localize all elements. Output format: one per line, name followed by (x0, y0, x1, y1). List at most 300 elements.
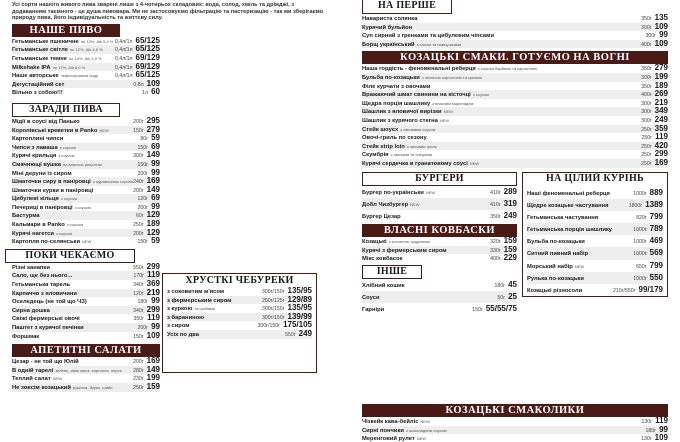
item-name: Бастурма (12, 213, 40, 220)
beer-item (12, 88, 160, 97)
grill-item (362, 133, 668, 142)
item-desc: з власним маринадом (432, 100, 474, 106)
item-price: 799 (649, 211, 663, 221)
item-desc: з соусом (55, 230, 73, 236)
item-price: 69 (151, 194, 160, 203)
item-price: 249 (298, 329, 312, 338)
item-desc: та грибами (194, 306, 215, 312)
item-price: 550 (649, 272, 663, 282)
item-weight: 350г (641, 16, 652, 22)
item-weight: 820г (636, 214, 647, 221)
item-price: 295 (146, 116, 160, 125)
item-weight: 350г (490, 213, 501, 220)
item-name: Чізкейк кава-бейліс (362, 419, 419, 425)
other-item (362, 279, 517, 291)
item-price: 69 (151, 142, 160, 151)
item-desc: NEW (443, 109, 453, 115)
kurin-item (527, 247, 663, 259)
item-price: 139/99 (287, 312, 312, 321)
item-name: Рулька по-козацьки (527, 275, 584, 282)
item-name: Гетьманська тарель (12, 282, 71, 289)
item-price: 169 (146, 177, 160, 186)
item-price: 119 (655, 417, 668, 425)
item-price: 109 (654, 434, 668, 442)
item-price: 119 (655, 133, 668, 142)
item-name: Картоплині чипси (12, 136, 64, 143)
item-weight: 1000г (633, 251, 647, 258)
item-name: Бульба по-козацьки (362, 74, 420, 81)
wait-item (12, 332, 160, 341)
item-name: Соуси (362, 295, 380, 302)
item-name: Чипси з лаваша (12, 144, 58, 151)
item-price: 129 (146, 228, 160, 237)
item-desc: по 12%, Alk 4,8 % (70, 47, 103, 53)
burgers-title: БУРГЕРИ (362, 172, 517, 186)
grill-item (362, 150, 668, 159)
item-price: 169 (654, 158, 668, 167)
item-weight: 550г (285, 331, 296, 338)
kurin-item (527, 223, 663, 235)
item-name: Гетьманська порція шашлику (527, 227, 613, 234)
item-price: 109 (146, 79, 160, 88)
item-weight: 300г/150г (257, 323, 281, 330)
item-weight: 250г (641, 126, 652, 133)
snacks-item (12, 160, 160, 169)
item-weight: 120г (137, 196, 149, 203)
item-desc: з салом та пампушками (416, 41, 461, 47)
item-name: Королівські креветки в Panko (12, 127, 98, 134)
item-price: 299 (654, 150, 668, 159)
kurin-item (527, 211, 663, 223)
item-desc: з журавлиним соусом (92, 179, 133, 185)
item-weight: 0,4л/1л (114, 64, 133, 71)
item-name: Смачнющі вушка (12, 161, 62, 168)
item-price: 59 (151, 134, 160, 143)
item-weight: 0,4л/1л (114, 38, 133, 45)
wait-item (12, 297, 160, 306)
sweets-item (362, 434, 668, 442)
item-price: 99/179 (638, 285, 663, 294)
item-desc: з овочевим соусом (400, 126, 436, 132)
sausages-item (362, 237, 517, 246)
item-desc: з соусом (66, 222, 83, 228)
item-desc: NEW (469, 160, 480, 166)
beer-item (12, 54, 160, 63)
item-weight: 200г (133, 230, 144, 237)
item-price: 65/125 (135, 71, 160, 80)
item-desc: NEW (99, 127, 109, 133)
item-price: 109 (654, 22, 668, 31)
burgers-col (362, 168, 517, 316)
item-name: Цезар - не той що Юлій (12, 359, 79, 366)
item-price: 249 (654, 115, 668, 124)
item-weight: 250г (641, 152, 652, 159)
beer-item (12, 37, 160, 46)
item-name: Кальмари в Panko (12, 222, 65, 229)
item-price: 59 (151, 237, 160, 246)
item-price: 269 (654, 90, 668, 99)
grill-item (362, 90, 668, 99)
snacks-item (12, 151, 160, 160)
sausages-title: ВЛАСНІ КОВБАСКИ (362, 224, 517, 237)
beer-title: НАШЕ ПИВО (12, 24, 120, 37)
item-weight: 400г (641, 41, 652, 48)
item-weight: 300г/150г (261, 314, 285, 321)
item-name: Мідії в соусі від Панько (12, 118, 80, 125)
kurin-item (527, 260, 663, 272)
item-name: Печериці в паніровці (12, 204, 73, 211)
first-item (362, 23, 668, 32)
item-weight: 200г (137, 170, 149, 177)
item-weight: 320г (490, 239, 501, 246)
item-weight: 130г (641, 419, 653, 425)
item-name: Бургер Цезар (362, 213, 401, 220)
item-weight: 240г (133, 179, 144, 186)
snacks-item (12, 211, 160, 220)
item-weight: 410г (490, 189, 501, 196)
cheb-title: ХРУСТКІ ЧЕБУРЕКИ (163, 274, 316, 287)
item-name: Сирні пончики (362, 427, 404, 434)
snacks-item (12, 177, 160, 186)
item-price: 249 (503, 210, 517, 220)
item-name: Не зовсім козацький (12, 384, 71, 391)
item-weight: 300г (641, 109, 652, 116)
sausages-list (362, 237, 517, 263)
item-weight: 250г (641, 135, 653, 142)
beer-item (12, 45, 160, 54)
item-weight: 210г/550г (612, 288, 636, 294)
item-price: 60 (151, 88, 160, 97)
item-desc: з соусом (60, 196, 77, 202)
item-weight: 150г (137, 239, 149, 246)
item-name: з куркою (167, 306, 193, 313)
item-weight: 280г (133, 367, 144, 374)
grill-item (362, 99, 668, 108)
item-weight: 1800г (628, 202, 643, 209)
cheb-item (167, 321, 312, 330)
item-price: 159 (503, 237, 517, 246)
wait-item (12, 271, 160, 280)
beer-list (0, 37, 160, 97)
other-title: ІНШЕ (362, 265, 422, 279)
right-column (350, 0, 668, 442)
item-price: 789 (649, 224, 663, 234)
kurin-item (527, 272, 663, 284)
wait-item (12, 263, 160, 272)
item-weight: 60г (135, 213, 144, 220)
item-weight: 250г (133, 384, 144, 391)
item-name: Козацькі (362, 239, 387, 246)
item-name: Стейк strip loin (362, 143, 405, 150)
item-weight: 1000г (633, 275, 647, 282)
snacks-item (12, 220, 160, 229)
item-name: Паштет з курячої печінки (12, 325, 84, 331)
snacks-list (0, 117, 160, 246)
item-weight: 150г (137, 161, 149, 168)
item-name: з фермерським сиром (167, 297, 232, 304)
item-weight: 230г (133, 376, 144, 383)
item-name: Міні деруни із сиром (12, 170, 72, 177)
burgers-item (362, 186, 517, 198)
item-price: 99 (151, 297, 160, 306)
item-weight: 330г (490, 247, 501, 254)
kurin-item (527, 235, 663, 247)
item-desc: NEW (439, 117, 450, 123)
item-price: 199 (146, 374, 160, 383)
wait-item (12, 289, 160, 298)
item-name: Свіжі фермерські овочі (12, 316, 80, 323)
item-name: Курячі крильця (12, 153, 57, 160)
item-name: Морський набір (527, 263, 573, 270)
item-price: 889 (649, 187, 663, 197)
item-name: з сиром (167, 323, 190, 330)
item-name: Наші феноменальні реберця (527, 190, 610, 197)
kurin-item (527, 187, 663, 199)
salads-item (12, 366, 160, 375)
item-name: Добл Чизбургер (362, 201, 409, 208)
item-weight: 300г/150г (261, 289, 285, 295)
snacks-item (12, 169, 160, 178)
cheb-item (167, 296, 312, 305)
grill-list (350, 64, 668, 167)
item-name: Вражаючий шмат свинини на кісточці (362, 92, 471, 99)
item-price: 319 (503, 198, 517, 208)
item-name: Ситний пивний набір (527, 251, 589, 258)
item-name: В одній тарелі (12, 367, 54, 374)
item-name: Філе курчати з овочами (362, 83, 431, 90)
wait-item (12, 306, 160, 315)
item-weight: 1000г (633, 190, 647, 197)
salads-item (12, 374, 160, 383)
item-weight: 200г (133, 359, 144, 366)
item-price: 99 (659, 31, 668, 40)
item-price: 99 (151, 323, 160, 331)
item-price: 119 (147, 314, 160, 323)
first-item (362, 14, 668, 23)
item-name: Бургер по-українськи (362, 189, 424, 196)
item-weight: 350г (641, 83, 652, 90)
grill-item (362, 116, 668, 125)
item-name: Сирна дошка (12, 307, 50, 314)
item-desc: руккола, буряк, гриби (72, 384, 113, 390)
item-name: з баранинoю (167, 314, 205, 321)
burgers-list (362, 186, 517, 223)
cheb-list (163, 287, 316, 339)
item-name: Усіх по два (167, 331, 199, 338)
item-price: 175/105 (283, 321, 312, 330)
sweets-title: КОЗАЦЬКІ СМАКОЛИКИ (362, 404, 668, 417)
item-weight: 350г (133, 316, 145, 323)
item-price: 169 (146, 357, 160, 366)
item-price: 199 (654, 72, 668, 81)
item-weight: 300г (641, 74, 652, 81)
snacks-title: ЗАРАДИ ПИВА (12, 103, 120, 117)
item-price: 99 (151, 159, 160, 168)
item-weight: 170г (133, 273, 145, 280)
item-price: 99 (151, 168, 160, 177)
grill-item (362, 73, 668, 82)
item-name: Наше авторське (12, 73, 59, 80)
item-weight: 340г (133, 307, 144, 314)
item-price: 65/125 (135, 36, 160, 45)
item-price: 420 (654, 141, 668, 150)
item-name: Оселедець (не той що ЧЗ) (12, 299, 87, 306)
item-weight: 300г (641, 100, 652, 107)
item-name: Шматочки курки в паніровці (12, 187, 94, 194)
beer-item (12, 80, 160, 89)
item-name: Шашлик з яловичої вирізки (362, 109, 442, 116)
item-weight: 200г (133, 118, 144, 125)
item-weight: 0,8л (133, 81, 144, 88)
item-price: 159 (146, 382, 160, 391)
item-price: 149 (146, 365, 160, 374)
snacks-item (12, 194, 160, 203)
item-desc: NEW (420, 419, 430, 424)
item-weight: 150г (133, 127, 144, 134)
item-weight: 400г (641, 92, 652, 99)
grill-item (362, 82, 668, 91)
item-name: Шашлик з курячого стегна (362, 117, 438, 124)
item-weight: 180г (645, 427, 657, 434)
first-list (350, 14, 668, 48)
snacks-item (12, 203, 160, 212)
item-name: Борщ український (362, 41, 415, 48)
item-name: Наша гордість - феноменальні реберця (362, 66, 476, 73)
item-price: 279 (146, 125, 160, 134)
burgers-item (362, 210, 517, 222)
wait-item (12, 323, 160, 332)
item-desc: NEW (82, 239, 92, 245)
item-name: Форшмак (12, 333, 40, 340)
first-title: НА ПЕРШЕ (362, 0, 452, 14)
item-price: 135/95 (287, 287, 312, 295)
item-desc: NEW (52, 376, 63, 382)
item-weight: 1л (142, 90, 149, 97)
item-price: 149 (146, 185, 160, 194)
item-price: 25 (508, 292, 517, 302)
item-name: Курячі сердечка в гранатовому соусі (362, 160, 468, 167)
item-price: 99 (151, 202, 160, 211)
item-price: 45 (508, 279, 517, 289)
item-desc: нефільтрована сидр (60, 73, 99, 79)
first-item (362, 40, 668, 49)
kurin-item (527, 284, 663, 296)
sweets-item (362, 417, 668, 426)
item-weight: 550г (133, 264, 144, 271)
item-price: 219 (146, 288, 160, 297)
item-weight: 300г (641, 24, 652, 31)
item-name: Бульба по-козацьки (527, 239, 585, 246)
wait-list (0, 263, 160, 340)
item-price: 135/95 (287, 304, 312, 313)
item-weight: 200г (133, 187, 144, 194)
item-name: Козацькі різносоли (527, 288, 583, 294)
snacks-item (12, 186, 160, 195)
item-desc: з соусом барбекю та картоплею (477, 66, 538, 72)
sweets-item (362, 426, 668, 435)
item-weight: 150г (137, 144, 149, 151)
item-weight: 300г (645, 33, 657, 40)
snacks-item (12, 237, 160, 246)
item-price: 55/55/75 (485, 304, 517, 314)
item-weight: 80г (140, 136, 149, 143)
item-price: 1389 (645, 199, 663, 209)
item-price: 369 (146, 280, 160, 289)
salads-title: АПЕТИТНІ САЛАТИ (12, 344, 160, 357)
item-weight: 250г (641, 143, 652, 150)
item-name: Шматочки сиру в паніровці (12, 179, 91, 186)
item-weight: 400г (490, 256, 501, 263)
item-name: Мікс ковбасок (362, 256, 403, 263)
item-weight: 130г (641, 436, 652, 442)
cheb-item (167, 304, 312, 313)
item-desc: з соусом (58, 153, 75, 159)
item-weight: 300г (641, 117, 652, 124)
item-price: 69/129 (135, 62, 160, 71)
kurin-title: НА ЦІЛИЙ КУРІНЬ (523, 173, 667, 187)
item-price: 119 (147, 271, 160, 280)
item-name: Хлібний кошик (362, 282, 405, 289)
item-weight: 0,4л/1л (114, 73, 133, 80)
item-desc: з шоколадним соусом (405, 427, 447, 433)
item-desc: з соусом (74, 204, 91, 210)
sausages-item (362, 254, 517, 263)
item-weight: 340г (133, 282, 144, 289)
item-price: 99 (659, 425, 668, 434)
item-name: Сало, ще без нього... (12, 273, 73, 280)
item-weight: 0,4л/1л (114, 55, 133, 62)
grill-item (362, 64, 668, 73)
item-weight: 0,4л/1л (114, 47, 133, 54)
item-weight: 200г (137, 204, 149, 211)
item-price: 189 (146, 220, 160, 229)
item-weight: 150г (133, 333, 144, 340)
item-price: 299 (146, 305, 160, 314)
item-desc: з печеною картоплею та кремом (421, 74, 482, 80)
sausages-item (362, 246, 517, 255)
item-name: Щедре козацьке частування (527, 202, 609, 209)
item-price: 799 (649, 260, 663, 270)
item-name: Курячі з фермерським сиром (362, 247, 447, 254)
snacks-item (12, 117, 160, 126)
kurin-box (522, 172, 668, 298)
snacks-item (12, 126, 160, 135)
salads-list (0, 357, 160, 391)
item-price: 219 (654, 98, 668, 107)
beer-item (12, 63, 160, 72)
item-weight: 1000г (633, 227, 647, 234)
first-item (362, 31, 668, 40)
item-price: 349 (654, 107, 668, 116)
wait-title: ПОКИ ЧЕКАЄМО (5, 249, 135, 263)
grill-item (362, 125, 668, 134)
item-price: 159 (503, 245, 517, 254)
item-desc: по 12%, Alk 5,4 % (80, 38, 114, 44)
item-name: Меренговий рулет (362, 436, 415, 442)
item-name: з соковитим м'ясом (167, 289, 225, 295)
beer-item (12, 71, 160, 80)
burgers-item (362, 198, 517, 210)
item-weight: 120г (133, 290, 144, 297)
item-weight: 250г/125г (261, 297, 285, 304)
item-price: 289 (503, 186, 517, 196)
grill-title: КОЗАЦЬКІ СМАКИ. ГОТУЄМО НА ВОГНІ (362, 51, 668, 64)
item-price: 359 (654, 124, 668, 133)
item-weight: 300г/150г (261, 306, 285, 313)
kurin-item (527, 199, 663, 211)
item-name: Теплий салат (12, 376, 51, 383)
item-price: 65/125 (135, 45, 160, 54)
